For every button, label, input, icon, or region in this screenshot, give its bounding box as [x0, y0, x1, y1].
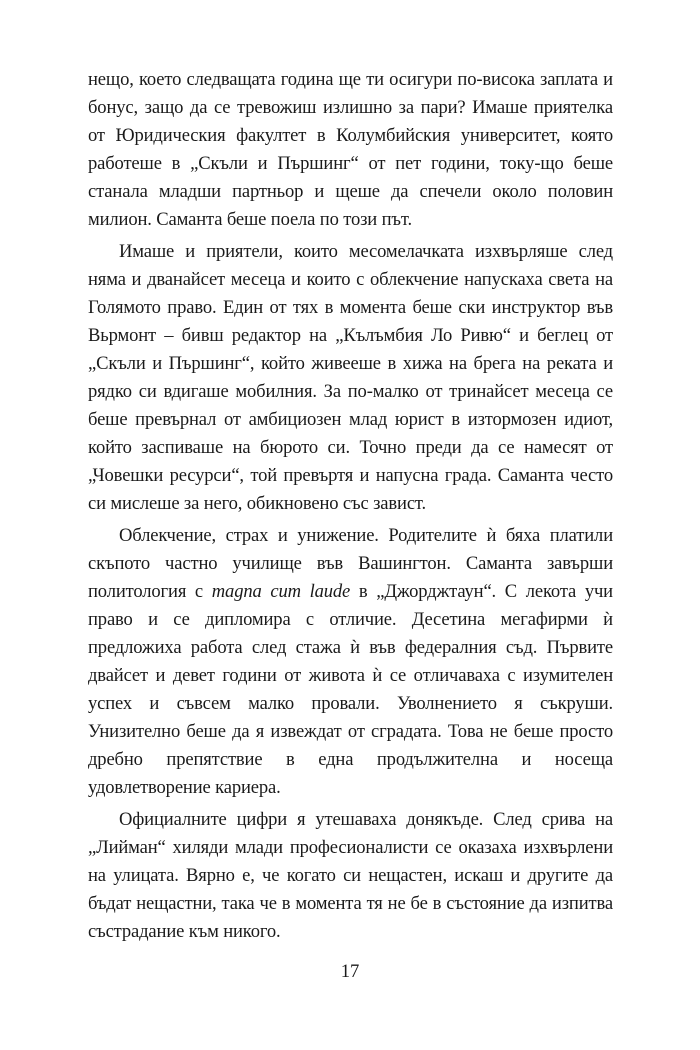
paragraph-2-text: Имаше и приятели, които месомелачката изхвърляше след няма и дванайсет месеца и които с облекчение напускаха света на Голямото право. Един от тях в момента беше ски инструктор във Вьрмонт – бивш редактор на „Кълъмбия Ло Ривю“ и беглец от „Скъли и Пършинг“, който живееше в хижа на брега на реката и рядко си вдигаше мобилния. За по-малко от тринайсет месеца се беше превърнал от амбициозен млад юрист в изтормозен идиот, който заспиваше на бюрото си. Точно преди да се намесят от „Човешки ресурси“, той превъртя и напусна града. Саманта често си мислеше за него, обикновено със завист.	[88, 241, 613, 514]
page-number: 17	[340, 961, 360, 982]
paragraph-4-text: Официалните цифри я утешаваха донякъде. След срива на „Лийман“ хиляди млади професионалисти се оказаха изхвърлени на улицата. Вярно е, че когато си нещастен, искаш и другите да бъдат нещастни, така че в момента тя не бе в състояние да изпитва състрадание към никого.	[88, 809, 613, 942]
paragraph-3-italic-phrase: magna cum laude	[211, 581, 351, 602]
book-page-body	[88, 66, 613, 946]
paragraph-3-text-b: в „Джорджтаун“. С лекота учи право и се дипломира с отличие. Десетина мегафирми ѝ предложиха работа след стажа ѝ във федералния съд. Първите двайсет и девет години от живота ѝ се отличаваха с изумителен успех и съвсем малко провали. Уволнението я съкруши. Унизително беше да я извеждат от сградата. Това не беше просто дребно препятствие в една продължителна и носеща удовлетворение кариера.	[88, 581, 613, 798]
paragraph-1	[88, 66, 613, 234]
paragraph-1-text: нещо, което следващата година ще ти осигури по-висока заплата и бонус, защо да се тревожиш излишно за пари? Имаше приятелка от Юридическия факултет в Колумбийския университет, която работеше в „Скъли и Пършинг“ от пет години, току-що беше станала младши партньор и щеше да спечели около половин милион. Саманта беше поела по този път.	[88, 69, 613, 230]
paragraph-4	[88, 806, 613, 946]
paragraph-2	[88, 238, 613, 518]
paragraph-3	[88, 522, 613, 802]
paragraph-3-text-a: Облекчение, страх и унижение. Родителите ѝ бяха платили скъпото частно училище във Вашингтон. Саманта завърши политология с	[88, 525, 613, 602]
